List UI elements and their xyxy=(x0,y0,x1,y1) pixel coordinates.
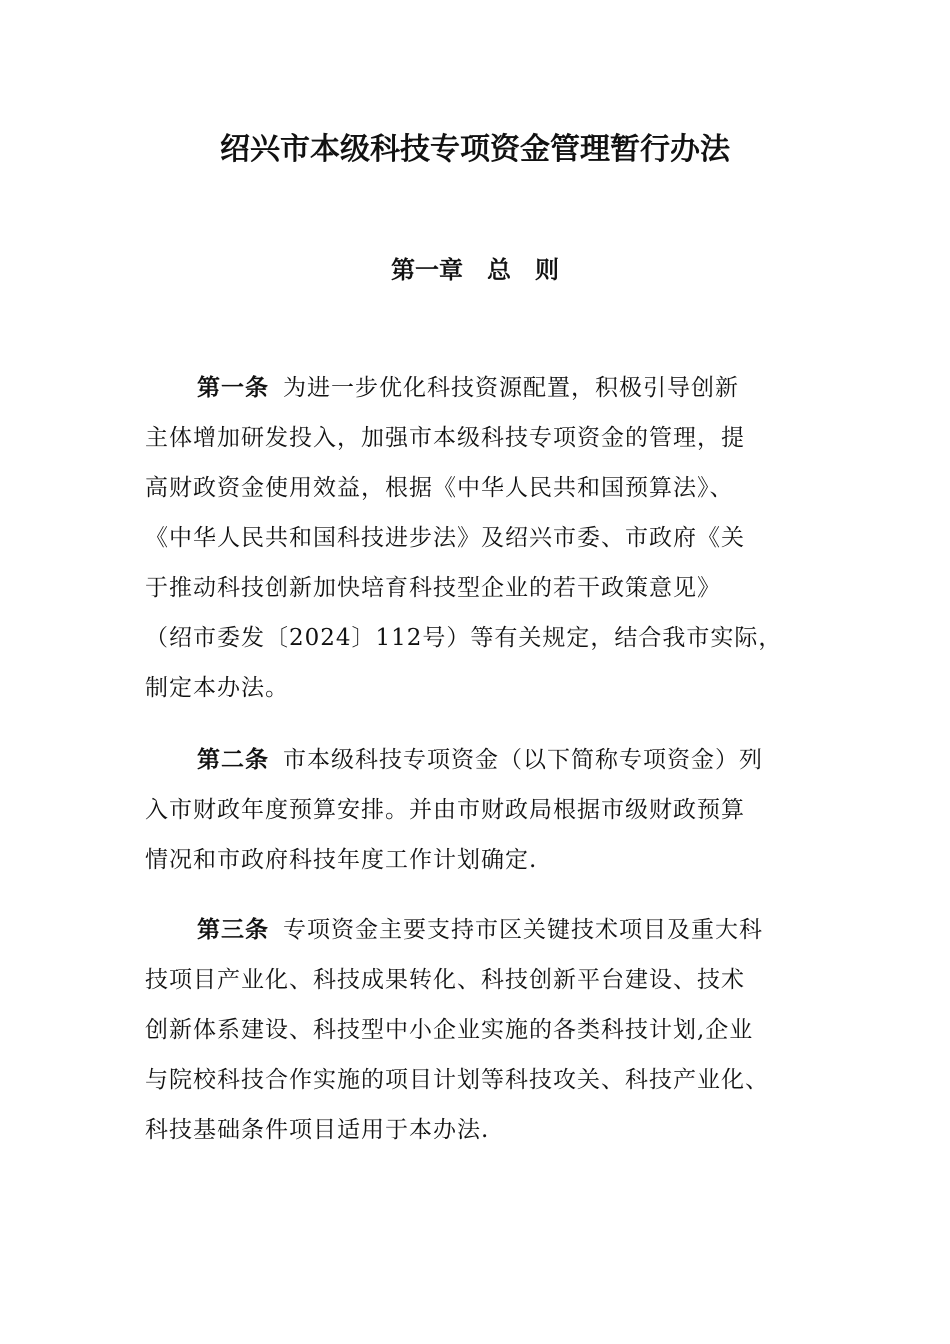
article-text: 市本级科技专项资金（以下简称专项资金）列 xyxy=(283,747,763,773)
article-line xyxy=(145,363,800,413)
article-label: 第三条 xyxy=(197,917,269,943)
article-line: 《中华人民共和国科技进步法》及绍兴市委、市政府《关 xyxy=(145,525,745,551)
article-line: 创新体系建设、科技型中小企业实施的各类科技计划,企业 xyxy=(145,1017,754,1043)
article-text: 专项资金主要支持市区关键技术项目及重大科 xyxy=(283,917,763,943)
article-line xyxy=(145,905,800,955)
article-line xyxy=(145,735,800,785)
chapter-heading: 第一章 总 则 xyxy=(391,256,559,284)
article-3 xyxy=(145,905,800,1155)
article-line: 科技基础条件项目适用于本办法. xyxy=(145,1117,490,1143)
article-label: 第一条 xyxy=(197,375,269,401)
article-2 xyxy=(145,735,800,885)
article-line: 制定本办法。 xyxy=(145,675,289,701)
article-line: 于推动科技创新加快培育科技型企业的若干政策意见》 xyxy=(145,575,721,601)
document-title: 绍兴市本级科技专项资金管理暂行办法 xyxy=(220,132,730,167)
article-line: （绍市委发〔2024〕112号）等有关规定，结合我市实际， xyxy=(145,625,783,651)
article-text: 为进一步优化科技资源配置，积极引导创新 xyxy=(283,375,739,401)
article-line: 技项目产业化、科技成果转化、科技创新平台建设、技术 xyxy=(145,967,745,993)
article-line: 主体增加研发投入，加强市本级科技专项资金的管理，提 xyxy=(145,425,745,451)
article-1 xyxy=(145,363,800,713)
article-line: 高财政资金使用效益，根据《中华人民共和国预算法》、 xyxy=(145,475,734,501)
article-label: 第二条 xyxy=(197,747,269,773)
article-line: 与院校科技合作实施的项目计划等科技攻关、科技产业化、 xyxy=(145,1067,769,1093)
article-line: 情况和市政府科技年度工作计划确定. xyxy=(145,847,538,873)
article-line: 入市财政年度预算安排。并由市财政局根据市级财政预算 xyxy=(145,797,745,823)
